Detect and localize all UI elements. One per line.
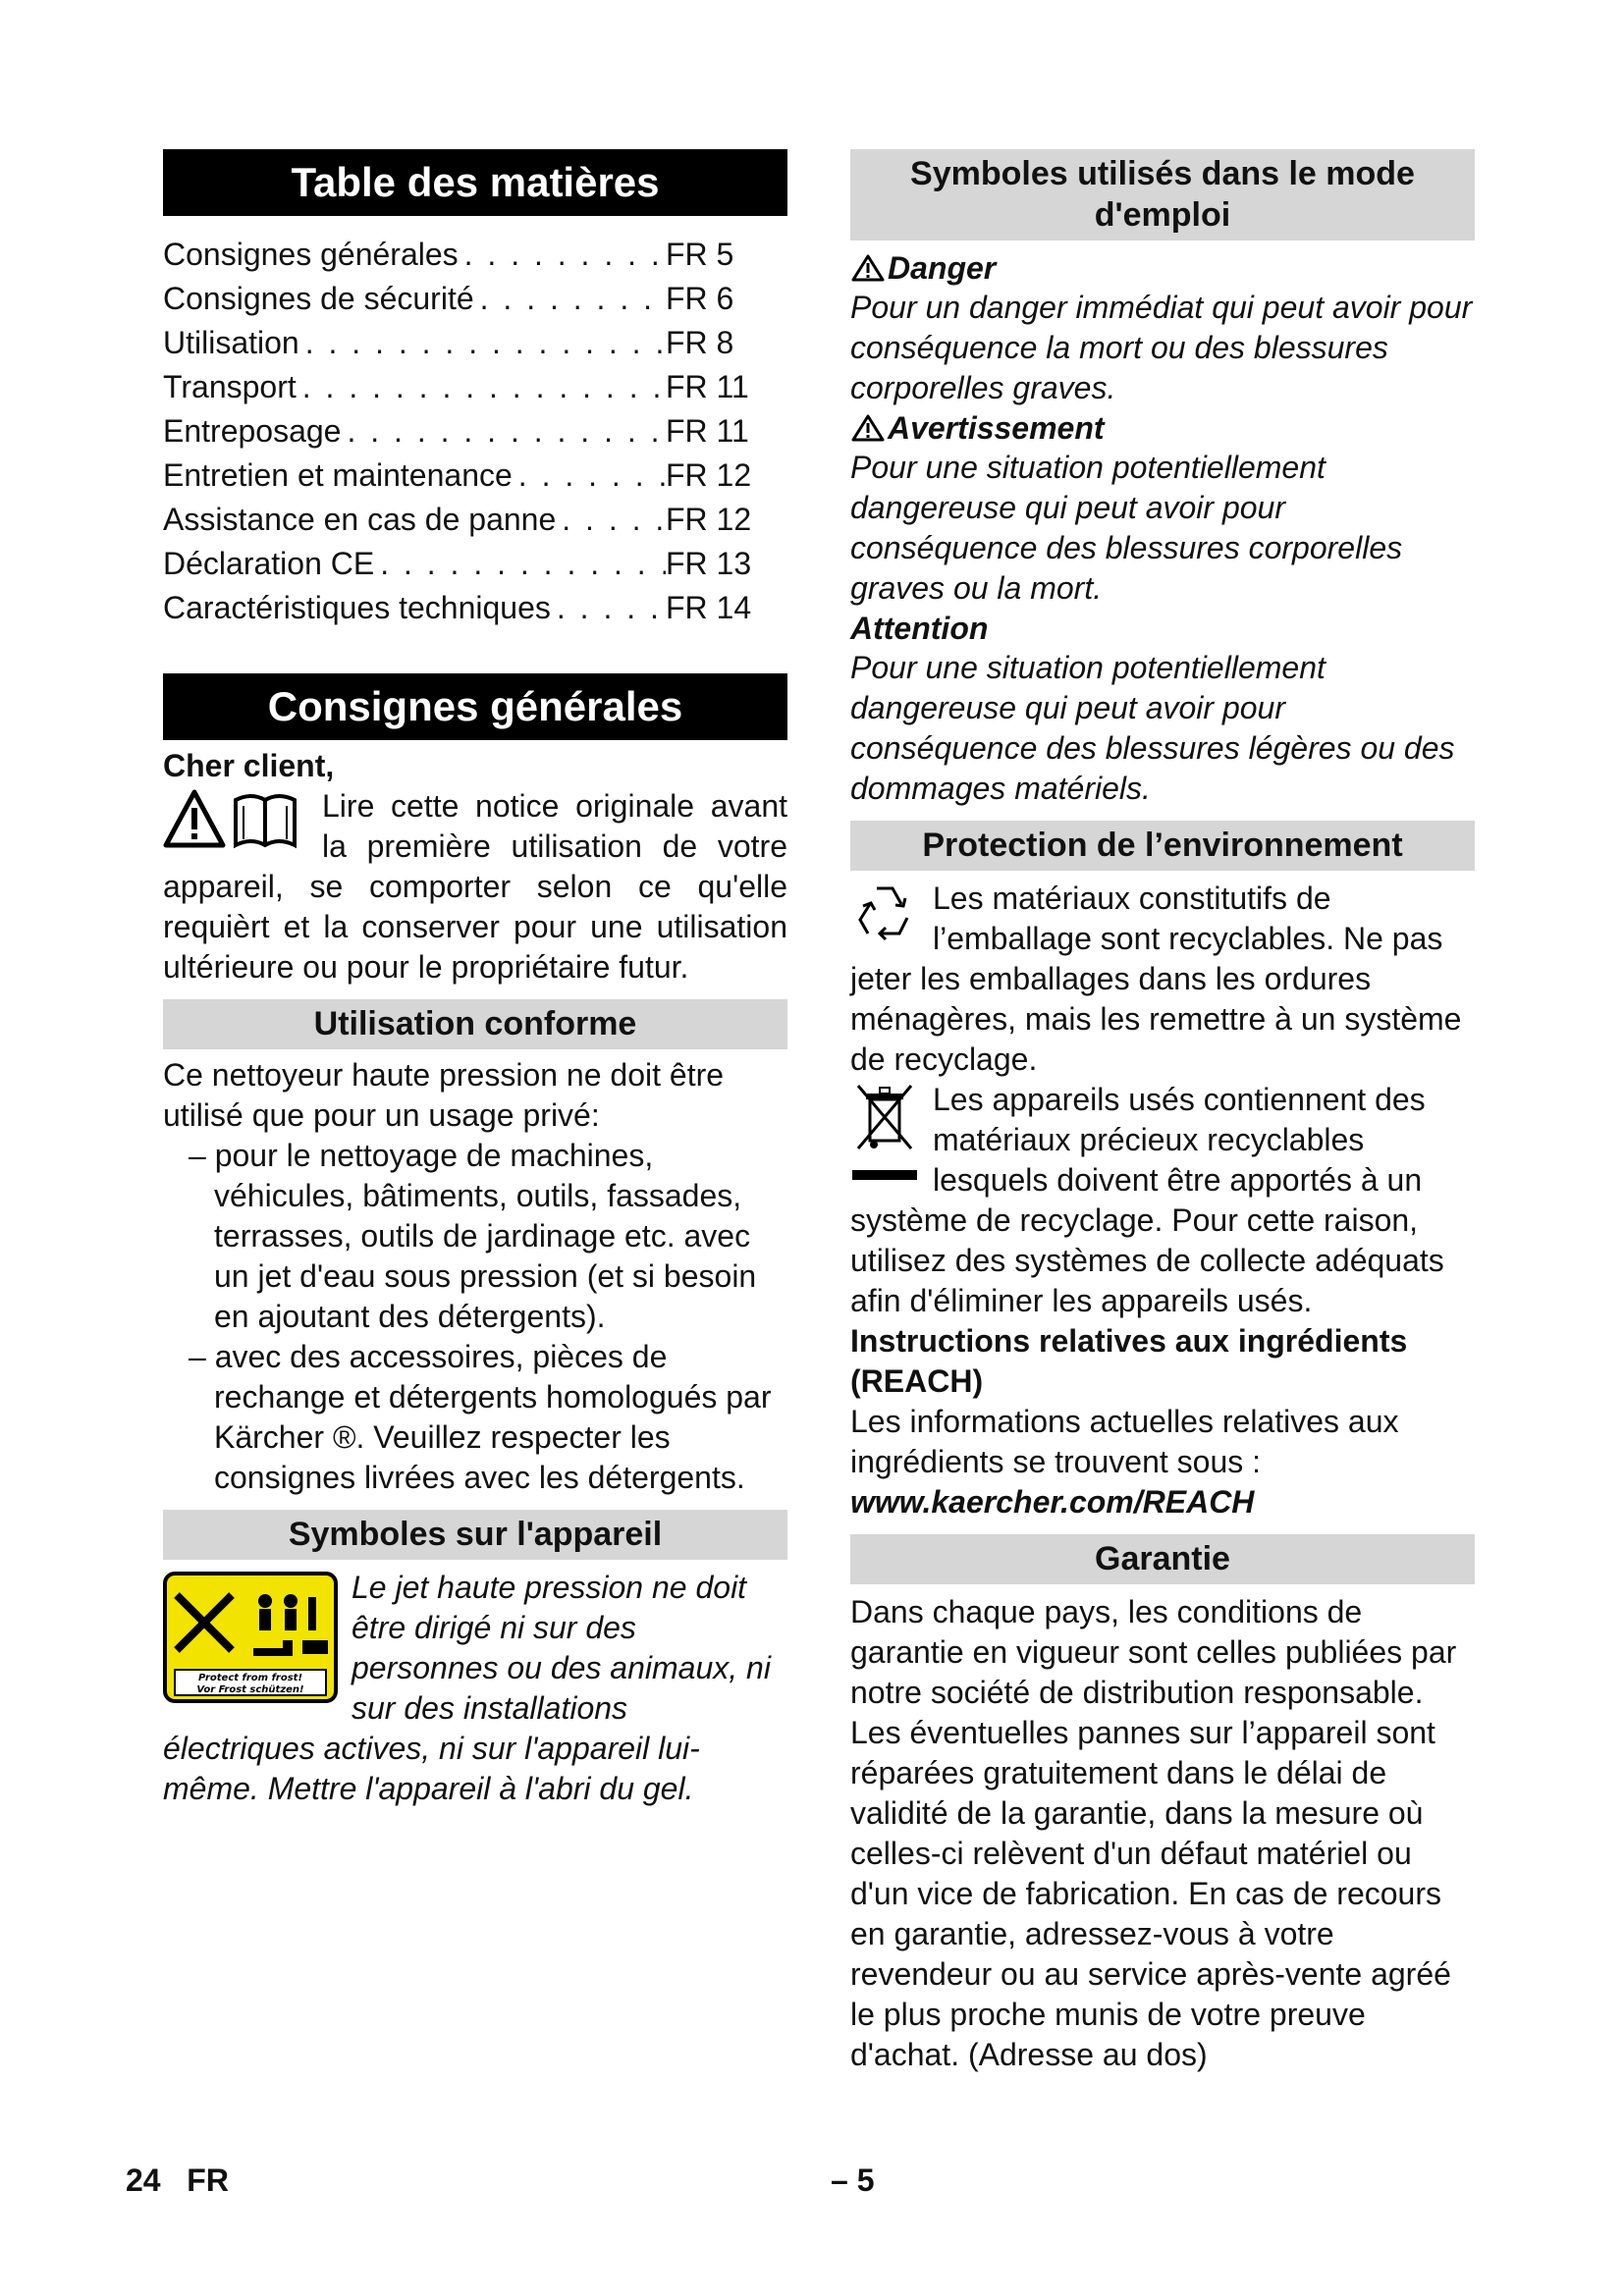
toc-entry[interactable] <box>163 542 752 586</box>
warranty-text: Dans chaque pays, les conditions de garantie en vigueur sont celles publiées par notre société de distribution responsable. Les éventuelles pannes sur l’appareil sont réparées gratuitement dans le délai de validité de la garantie, dans la mesure où celles-ci relèvent d'un défaut matériel ou d'un vice de fabrication. En cas de recours en garantie, adressez-vous à votre revendeur ou au service après-vente agréé le plus proche munis de votre preuve d'achat. (Adresse au dos) <box>850 1594 1457 2072</box>
toc-entry-label: Entretien et maintenance <box>163 457 513 493</box>
weee-text: Les appareils usés contiennent des matériaux précieux recyclables lesquels doivent être apportés à un système de recyclage. Pour cette raison, utilisez des systèmes de collecte adéquats afin d'éliminer les appareils usés. <box>850 1082 1444 1318</box>
warning-icon <box>850 253 886 283</box>
reach-link[interactable]: www.kaercher.com/REACH <box>850 1484 1255 1520</box>
toc-entry-label: Consignes générales <box>163 237 459 272</box>
label-line1: Protect from frost! <box>197 1673 303 1683</box>
toc-entry-page: FR 12 <box>666 502 752 537</box>
toc-entry-page: FR 11 <box>666 413 749 449</box>
toc-entry[interactable] <box>163 277 752 321</box>
usage-bullet: – pour le nettoyage de machines, véhicules, bâtiments, outils, fassades, terrasses, outils de jardinage etc. avec un jet d'eau sous pression (et si besoin en ajoutant des détergents). <box>189 1138 757 1334</box>
attention-title: Attention <box>850 611 989 646</box>
danger-title: Danger <box>850 248 1475 288</box>
left-column <box>163 149 787 1809</box>
toc-entry-page: FR 11 <box>666 369 749 404</box>
intro-text: Lire cette notice originale avant la première utilisation de votre appareil, se comporter selon ce qu'elle requièrt et la conserver pour une utilisation ultérieure ou pour le propriétaire futur. <box>163 788 787 985</box>
toc-entry-page: FR 5 <box>666 237 734 272</box>
toc-entry-label: Consignes de sécurité <box>163 281 474 316</box>
toc-entry-page: FR 6 <box>666 281 734 316</box>
recycle-icon <box>850 879 919 957</box>
device-symbols-block <box>163 1568 787 1809</box>
greeting: Cher client, <box>163 748 335 783</box>
toc-entry-label: Assistance en cas de panne <box>163 502 557 537</box>
toc-entry[interactable] <box>163 498 752 542</box>
intro-block <box>163 786 787 988</box>
toc-heading: Table des matières <box>163 149 787 216</box>
reach-text: Les informations actuelles relatives aux ingrédients se trouvent sous : <box>850 1404 1399 1479</box>
toc-entry[interactable] <box>163 365 752 409</box>
toc-entry-page: FR 8 <box>666 325 734 360</box>
toc-entry-label: Déclaration CE <box>163 546 375 581</box>
reach-title: Instructions relatives aux ingrédients (REACH) <box>850 1323 1408 1399</box>
recycle-text: Les matériaux constitutifs de l’emballage sont recyclables. Ne pas jeter les emballages dans les ordures ménagères, mais les remettre à un système de recyclage. <box>850 881 1462 1077</box>
usage-intro: Ce nettoyeur haute pression ne doit être utilisé que pour un usage privé: <box>163 1057 725 1133</box>
recycle-block <box>850 879 1475 1080</box>
crossed-bin-icon <box>850 1080 919 1198</box>
attention-text: Pour une situation potentiellement dangereuse qui peut avoir pour conséquence des blessures légères ou des dommages matériels. <box>850 650 1455 806</box>
toc-entry-label: Entreposage <box>163 413 342 449</box>
warranty-heading: Garantie <box>850 1534 1475 1584</box>
danger-text: Pour un danger immédiat qui peut avoir pour conséquence la mort ou des blessures corporelles graves. <box>850 290 1473 405</box>
device-symbols-heading: Symboles sur l'appareil <box>163 1510 787 1560</box>
toc-entry-label: Transport <box>163 369 297 404</box>
toc-entry[interactable] <box>163 321 752 365</box>
warning-text: Pour une situation potentiellement dangereuse qui peut avoir pour conséquence des blessures corporelles graves ou la mort. <box>850 450 1403 606</box>
warning-manual-icon <box>163 786 308 863</box>
table-of-contents <box>163 233 787 630</box>
usage-bullet: – avec des accessoires, pièces de rechange et détergents homologués par Kärcher ®. Veuillez respecter les consignes livrées avec les détergents. <box>189 1339 772 1495</box>
toc-entry[interactable] <box>163 409 752 454</box>
no-spray-frost-label-icon <box>163 1572 338 1713</box>
toc-entry[interactable] <box>163 454 752 498</box>
toc-entry-label: Utilisation <box>163 325 299 360</box>
toc-entry[interactable] <box>163 586 752 630</box>
right-column <box>850 149 1475 2075</box>
toc-entry-page: FR 13 <box>666 546 752 581</box>
manual-symbols-heading: Symboles utilisés dans le mode d'emploi <box>850 149 1475 240</box>
warning-title: Avertissement <box>850 408 1475 448</box>
toc-entry-label: Caractéristiques techniques <box>163 590 551 625</box>
environment-heading: Protection de l’environnement <box>850 821 1475 871</box>
device-symbols-text: Le jet haute pression ne doit être dirigé ni sur des personnes ou des animaux, ni sur des installations électriques actives, ni sur l'appareil lui-même. Mettre l'appareil à l'abri du gel. <box>163 1570 771 1806</box>
toc-entry-page: FR 14 <box>666 590 752 625</box>
warning-icon <box>850 413 886 443</box>
toc-entry[interactable] <box>163 233 752 277</box>
page-footer-left: 24 FR <box>126 2163 229 2198</box>
toc-entry-page: FR 12 <box>666 457 752 493</box>
weee-block <box>850 1080 1475 1321</box>
label-line2: Vor Frost schützen! <box>196 1684 304 1695</box>
usage-heading: Utilisation conforme <box>163 999 787 1049</box>
general-heading: Consignes générales <box>163 673 787 740</box>
page-number: – 5 <box>831 2163 875 2198</box>
